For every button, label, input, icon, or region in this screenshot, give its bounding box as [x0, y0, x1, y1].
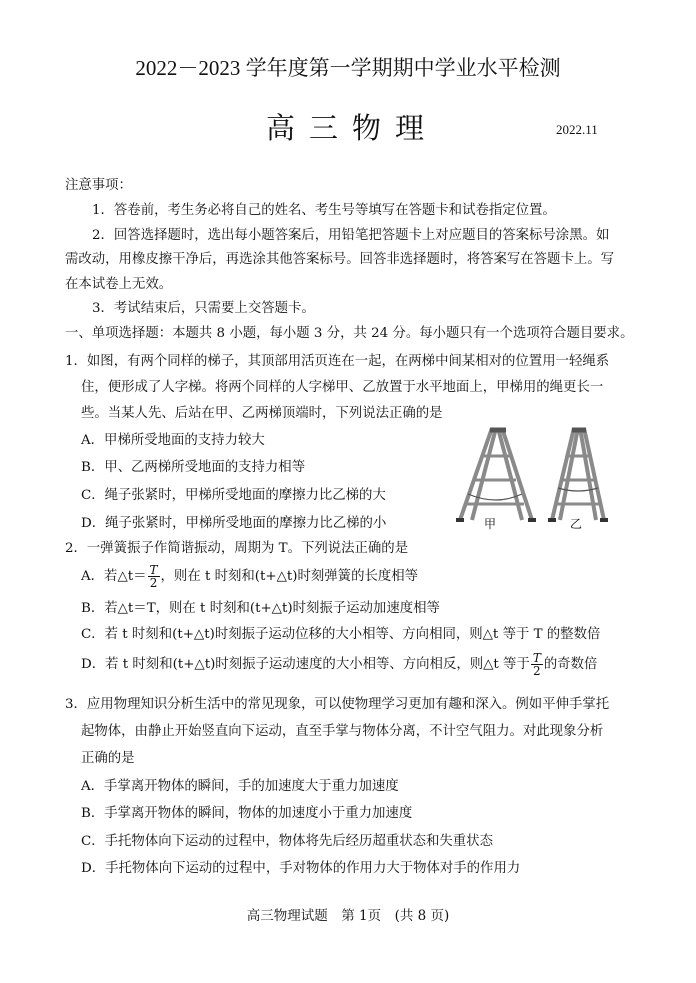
- q2-option-d: [81, 652, 597, 677]
- q1-option-d: D．绳子张紧时，甲梯所受地面的摩擦力比乙梯的小: [81, 516, 387, 531]
- fraction-denominator: 2: [533, 664, 541, 678]
- notes-item: 2．回答选择题时，选出每小题答案后，用铅笔把答题卡上对应题目的答案标号涂黑。如: [92, 228, 610, 243]
- exam-title: 2022－2023 学年度第一学期期中学业水平检测: [135, 56, 561, 80]
- notes-heading: 注意事项：: [65, 178, 132, 193]
- q3-option-d: D．手托物体向下运动的过程中，手对物体的作用力大于物体对手的作用力: [81, 861, 521, 876]
- q2-option-d-post: 的奇数倍: [543, 657, 598, 672]
- q1-option-c: C．绳子张紧时，甲梯所受地面的摩擦力比乙梯的大: [81, 488, 386, 503]
- section-heading: 一、单项选择题：本题共 8 小题，每小题 3 分，共 24 分。每小题只有一个选项符合题目要求。: [65, 326, 634, 341]
- q3-option-c: C．手托物体向下运动的过程中，物体将先后经历超重状态和失重状态: [81, 834, 493, 849]
- q2-option-b: B．若△t＝T，则在 t 时刻和(t+△t)时刻振子运动加速度相等: [81, 601, 440, 616]
- fraction-denominator: 2: [149, 576, 158, 590]
- q1-option-b: B．甲、乙两梯所受地面的支持力相等: [81, 460, 306, 475]
- q3-stem-line: 正确的是: [81, 751, 135, 766]
- ladder-jia-drawing: [456, 428, 536, 522]
- subject-title: 高三物理: [266, 111, 439, 145]
- q3-option-b: B．手掌离开物体的瞬间，物体的加速度小于重力加速度: [81, 806, 413, 821]
- q2-stem: 2．一弹簧振子作简谐振动，周期为 T。下列说法正确的是: [65, 541, 409, 556]
- q2-option-a-pre: A．若△t＝: [81, 569, 147, 584]
- q1-stem-line: 住，便形成了人字梯。将两个同样的人字梯甲、乙放置于水平地面上，甲梯用的绳更长一: [81, 380, 604, 395]
- q3-option-a: A．手掌离开物体的瞬间，手的加速度大于重力加速度: [81, 779, 399, 794]
- q1-stem-line: 些。当某人先、后站在甲、乙两梯顶端时，下列说法正确的是: [81, 406, 443, 421]
- notes-item: 1．答卷前，考生务必将自己的姓名、考生号等填写在答题卡和试卷指定位置。: [92, 203, 556, 218]
- q1-option-a: A．甲梯所受地面的支持力较大: [81, 433, 265, 448]
- fraction-numerator: T: [149, 563, 158, 577]
- figure-label-yi: 乙: [570, 517, 583, 531]
- fraction: [148, 564, 160, 589]
- q1-stem-line: 1．如图，有两个同样的梯子，其顶部用活页连在一起，在两梯中间某相对的位置用一轻绳系: [65, 354, 610, 369]
- q2-option-c: C．若 t 时刻和(t+△t)时刻振子运动位移的大小相等、方向相同，则△t 等于 T 的整数倍: [81, 627, 601, 642]
- ladder-yi-drawing: [548, 428, 608, 522]
- fraction-numerator: T: [532, 651, 541, 665]
- fraction: [531, 652, 543, 677]
- exam-date: 2022.11: [556, 122, 598, 137]
- q2-option-d-pre: D．若 t 时刻和(t+△t)时刻振子运动速度的大小相等、方向相反，则△t 等于: [81, 657, 530, 672]
- notes-item: 在本试卷上无效。: [65, 277, 173, 292]
- q3-stem-line: 起物体，由静止开始竖直向下运动，直至手掌与物体分离，不计空气阻力。对此现象分析: [81, 724, 604, 739]
- q2-option-a-post: ，则在 t 时刻和(t+△t)时刻弹簧的长度相等: [160, 569, 419, 584]
- figure-label-jia: 甲: [484, 517, 497, 531]
- notes-item: 需改动，用橡皮擦干净后，再选涂其他答案标号。回答非选择题时，将答案写在答题卡上。写: [65, 252, 615, 267]
- q2-option-a: [81, 564, 418, 589]
- q3-stem-line: 3．应用物理知识分析生活中的常见现象，可以使物理学习更加有趣和深入。例如平伸手掌托: [65, 697, 610, 712]
- ladders-figure: [446, 424, 626, 534]
- notes-item: 3．考试结束后，只需要上交答题卡。: [92, 301, 315, 316]
- page-footer: 高三物理试题 第 1页 (共 8 页): [246, 908, 450, 924]
